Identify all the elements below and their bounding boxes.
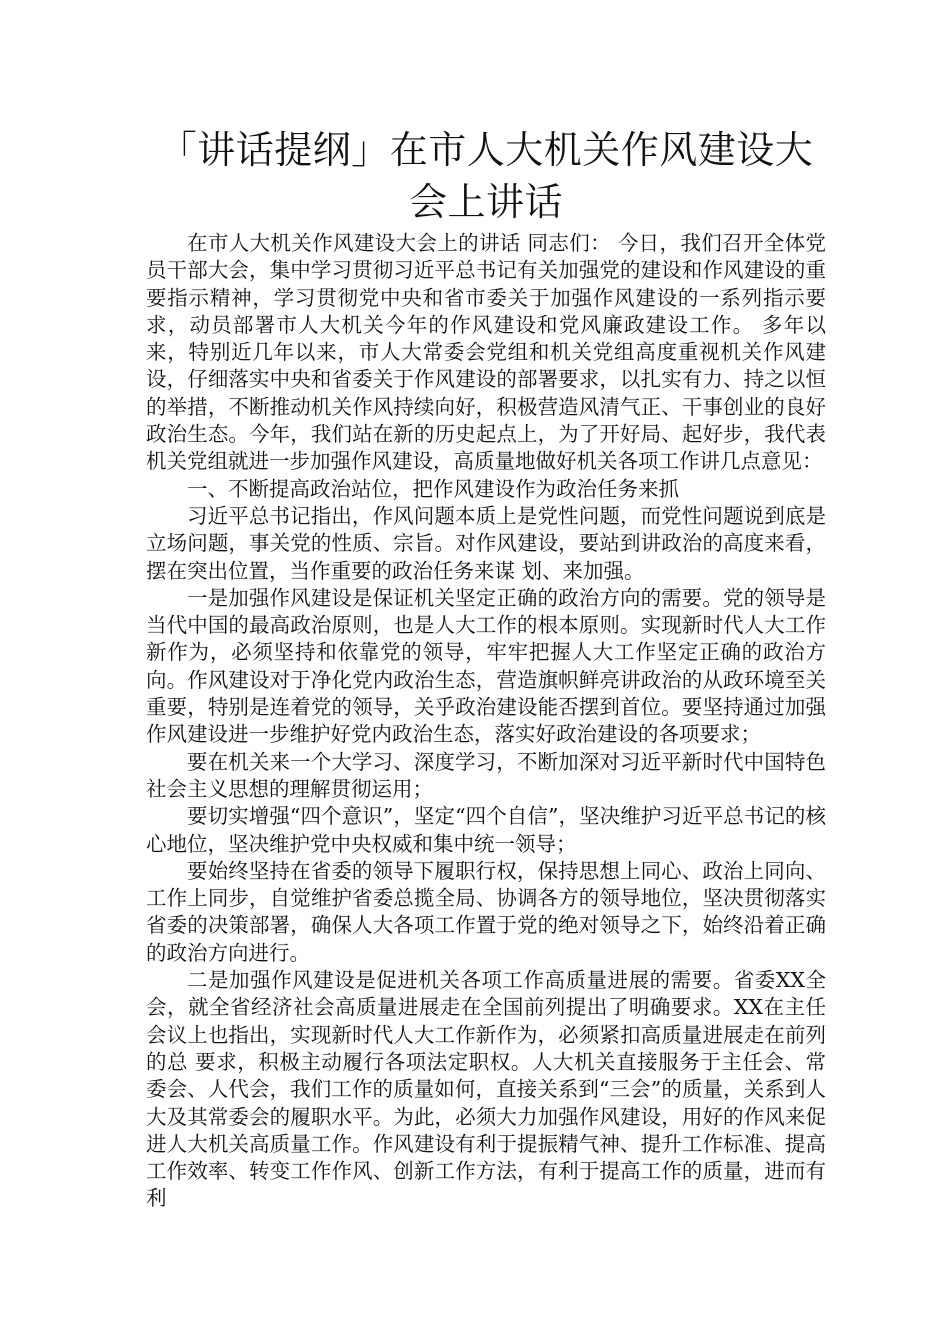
section-heading-1: 一、不断提高政治站位，把作风建设作为政治任务来抓 xyxy=(187,476,679,501)
document-body xyxy=(146,230,826,1213)
document-title: 「讲话提纲」在市人大机关作风建设大会上讲话 xyxy=(158,128,814,224)
paragraph-leadership: 要始终坚持在省委的领导下履职行权，保持思想上同心、政治上同向、工作上同步，自觉维护省委总揽全局、协调各方的领导地位，坚决贯彻落实省委的决策部署，确保人大各项工作置于党的绝对领导之下，始终沿着正确的政治方向进行。 xyxy=(146,858,826,965)
paragraph-quote: 习近平总书记指出，作风问题本质上是党性问题，而党性问题说到底是立场问题，事关党的性质、宗旨。对作风建设，要站到讲政治的高度来看，摆在突出位置，当作重要的政治任务来谋 划、来加强。 xyxy=(146,503,826,583)
paragraph-awareness: 要切实增强“四个意识”，坚定“四个自信”，坚决维护习近平总书记的核心地位，坚决维护党中央权威和集中统一领导； xyxy=(146,804,826,856)
paragraph-study: 要在机关来一个大学习、深度学习，不断加深对习近平新时代中国特色社会主义思想的理解贯彻运用； xyxy=(146,749,826,801)
paragraph-point-2: 二是加强作风建设是促进机关各项工作高质量进展的需要。省委XX全会，就全省经济社会高质量进展走在全国前列提出了明确要求。XX在主任会议上也指出，实现新时代人大工作新作为，必须紧扣高质量进展走在前列的总 要求，积极主动履行各项法定职权。人大机关直接服务于主任会、常委会、人代会，我们工作的质量如何，直接关系到“三会”的质量，关系到人大及其常委会的履职水平。为此，必须大力加强作风建设，用好的作风来促进人大机关高质量工作。作风建设有利于提振精气神、提升工作标准、提高工作效率、转变工作作风、创新工作方法，有利于提高工作的质量，进而有利 xyxy=(146,968,826,1211)
document-page xyxy=(146,124,826,1213)
paragraph-point-1: 一是加强作风建设是保证机关坚定正确的政治方向的需要。党的领导是当代中国的最高政治原则，也是人大工作的根本原则。实现新时代人大工作新作为，必须坚持和依靠党的领导，牢牢把握人大工作坚定正确的政治方向。作风建设对于净化党内政治生态，营造旗帜鲜亮讲政治的从政环境至关重要，特别是连着党的领导，关乎政治建设能否摆到首位。要坚持通过加强作风建设进一步维护好党内政治生态，落实好政治建设的各项要求； xyxy=(146,585,826,747)
paragraph-intro: 在市人大机关作风建设大会上的讲话 同志们： 今日，我们召开全体党员干部大会，集中学习贯彻习近平总书记有关加强党的建设和作风建设的重要指示精神，学习贯彻党中央和省市委关于加强作风建设的一系列指示要求，动员部署市人大机关今年的作风建设和党风廉政建设工作。 多年以来，特别近几年以来，市人大常委会党组和机关党组高度重视机关作风建设，仔细落实中央和省委关于作风建设的部署要求，以扎实有力、持之以恒的举措，不断推动机关作风持续向好，积极营造风清气正、干事创业的良好政治生态。今年，我们站在新的历史起点上，为了开好局、起好步，我代表机关党组就进一步加强作风建设，高质量地做好机关各项工作讲几点意见： xyxy=(146,231,826,474)
